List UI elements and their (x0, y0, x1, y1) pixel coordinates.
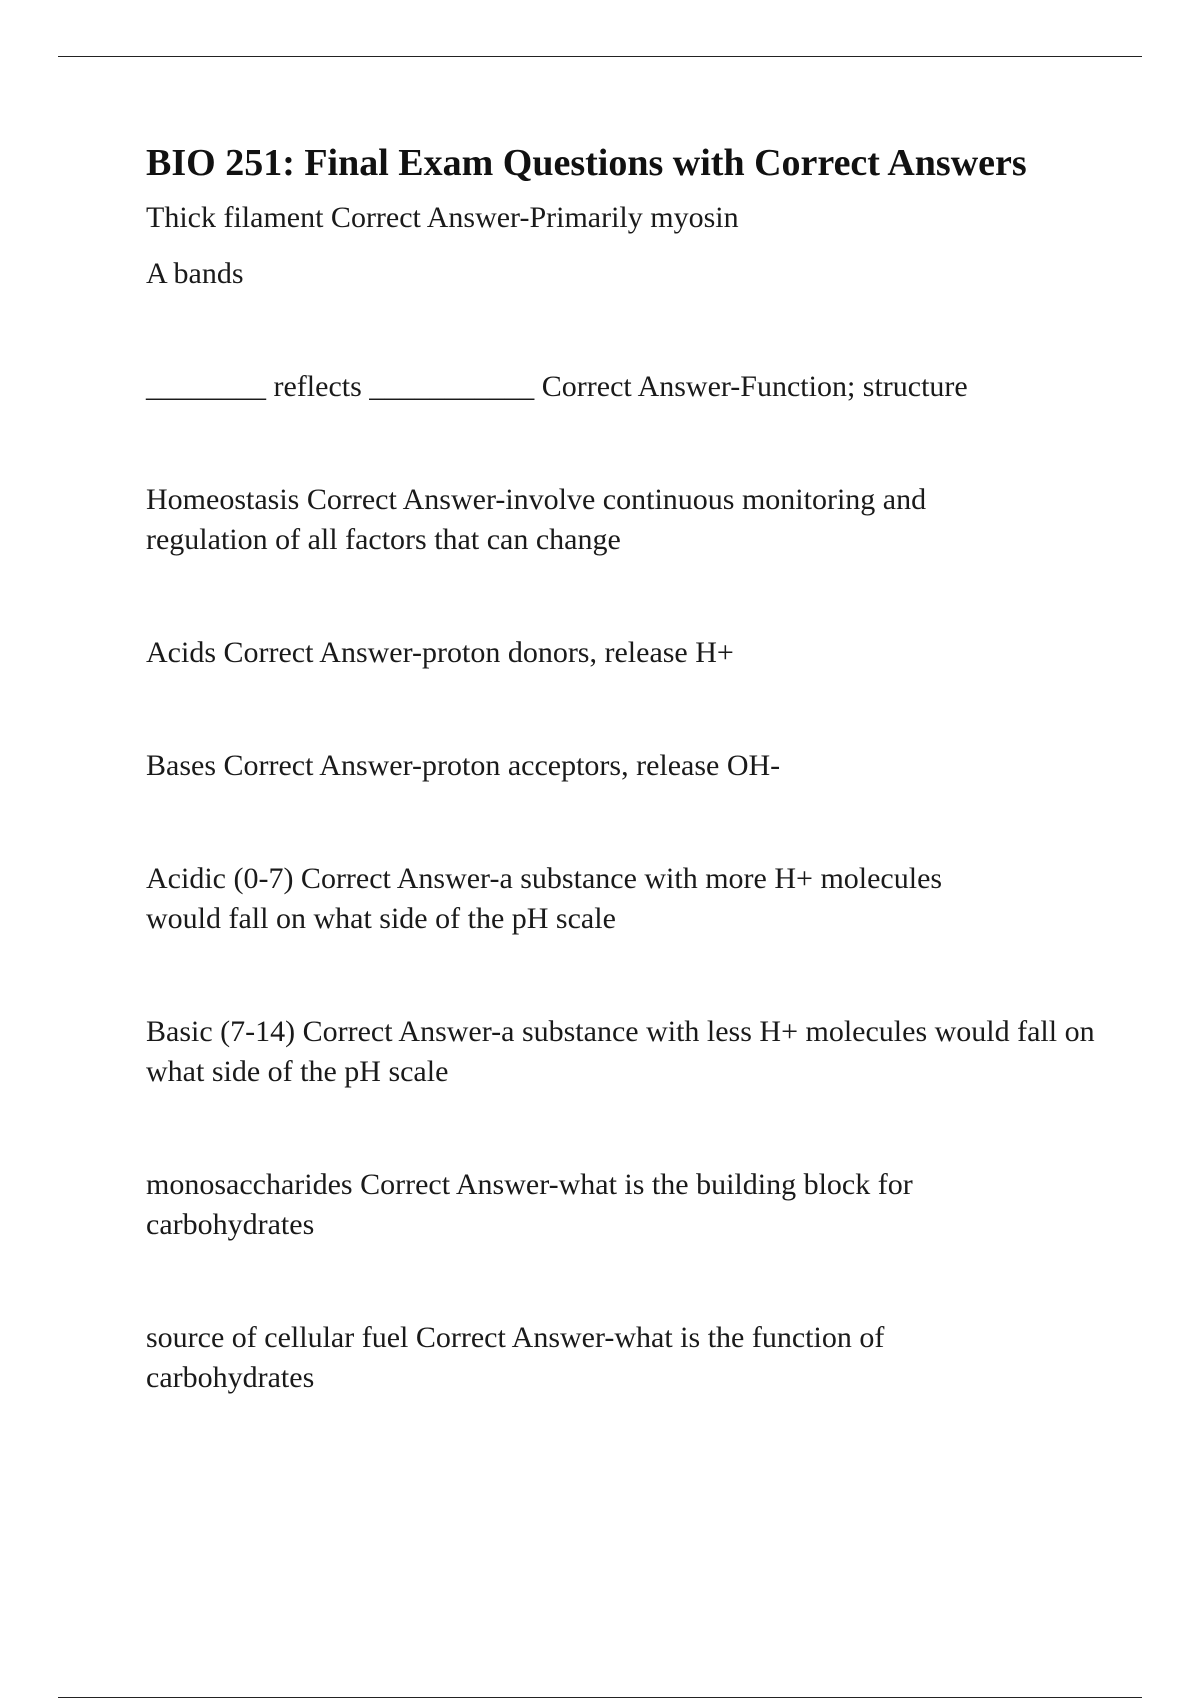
bottom-rule (58, 1697, 1142, 1698)
qa-entry: ________ reflects ___________ Correct Answer-Function; structure (146, 370, 968, 403)
qa-entry: source of cellular fuel Correct Answer-what is the function of carbohydrates (146, 1321, 885, 1394)
qa-entry: Homeostasis Correct Answer-involve continuous monitoring and regulation of all factors that can change (146, 483, 927, 556)
qa-entry: Thick filament Correct Answer-Primarily myosin (146, 201, 739, 234)
top-rule (58, 56, 1142, 57)
qa-entry: Acids Correct Answer-proton donors, release H+ (146, 636, 734, 669)
document-body (146, 140, 1106, 1398)
qa-entry: monosaccharides Correct Answer-what is the building block for carbohydrates (146, 1168, 913, 1241)
qa-entry: Basic (7-14) Correct Answer-a substance with less H+ molecules would fall on what side of the pH scale (146, 1015, 1095, 1088)
page-title: BIO 251: Final Exam Questions with Correct Answers (146, 142, 1027, 184)
qa-entry-continuation: A bands (146, 257, 244, 290)
qa-entry: Acidic (0-7) Correct Answer-a substance with more H+ molecules would fall on what side of the pH scale (146, 862, 943, 935)
qa-entry: Bases Correct Answer-proton acceptors, release OH- (146, 749, 781, 782)
